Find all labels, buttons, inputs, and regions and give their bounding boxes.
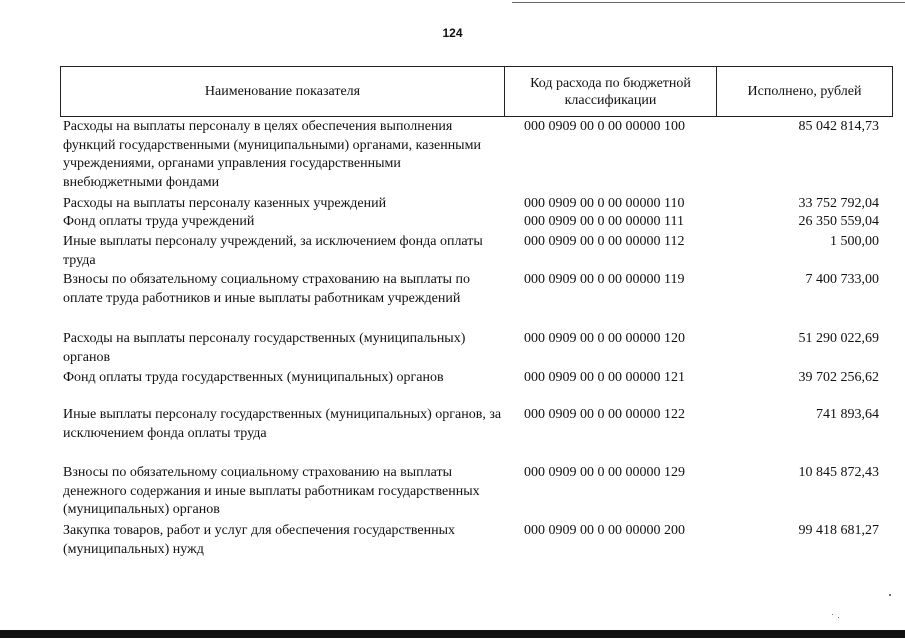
scan-speck: [889, 594, 891, 596]
row-name: Фонд оплаты труда учреждений: [63, 214, 255, 229]
row-amount: 51 290 022,69: [798, 331, 879, 346]
row-code: 000 0909 00 0 00 00000 122: [524, 407, 685, 422]
bottom-rule: [0, 630, 905, 638]
row-amount: 10 845 872,43: [798, 465, 879, 480]
row-name: Фонд оплаты труда государственных (муниципальных) органов: [63, 370, 444, 385]
row-code: 000 0909 00 0 00 00000 121: [524, 370, 685, 385]
row-code: 000 0909 00 0 00 00000 120: [524, 331, 685, 346]
row-code: 000 0909 00 0 00 00000 111: [524, 214, 684, 229]
row-code: 000 0909 00 0 00 00000 119: [524, 272, 685, 287]
row-code: 000 0909 00 0 00 00000 129: [524, 465, 685, 480]
row-amount: 33 752 792,04: [798, 196, 879, 211]
row-amount: 7 400 733,00: [805, 272, 879, 287]
row-name: Взносы по обязательному социальному страхованию на выплаты по оплате труда работников и иные выплаты работникам учреждений: [63, 272, 471, 306]
row-amount: 39 702 256,62: [798, 370, 879, 385]
row-name: Закупка товаров, работ и услуг для обеспечения государственных (муниципальных) нужд: [63, 523, 456, 557]
top-rule: [512, 2, 905, 3]
scan-speck: [838, 617, 839, 618]
header-name: Наименование показателя: [61, 67, 505, 116]
row-name: Расходы на выплаты персоналу казенных учреждений: [63, 196, 387, 211]
row-name: Иные выплаты персоналу государственных (муниципальных) органов, за исключением фонда оплаты труда: [63, 407, 502, 441]
row-code: 000 0909 00 0 00 00000 100: [524, 119, 685, 134]
row-amount: 1 500,00: [830, 234, 879, 249]
row-code: 000 0909 00 0 00 00000 110: [524, 196, 685, 211]
row-name: Расходы на выплаты персоналу в целях обеспечения выполнения функций государственными (муниципальными) органами, казенными учреждениями, органами управления государственными внебюджетными фондами: [63, 119, 481, 190]
row-name: Иные выплаты персоналу учреждений, за исключением фонда оплаты труда: [63, 234, 483, 268]
row-amount: 741 893,64: [816, 407, 879, 422]
row-amount: 85 042 814,73: [798, 119, 879, 134]
page-number: 124: [442, 26, 463, 40]
row-name: Расходы на выплаты персоналу государственных (муниципальных) органов: [63, 331, 466, 365]
row-amount: 26 350 559,04: [798, 214, 879, 229]
row-amount: 99 418 681,27: [798, 523, 879, 538]
row-code: 000 0909 00 0 00 00000 112: [524, 234, 685, 249]
header-code: Код расхода по бюджетной классификации: [505, 67, 717, 116]
row-code: 000 0909 00 0 00 00000 200: [524, 523, 685, 538]
header-executed: Исполнено, рублей: [747, 84, 862, 99]
scan-speck: [832, 614, 833, 615]
row-name: Взносы по обязательному социальному страхованию на выплаты денежного содержания и иные выплаты работникам государственных (муниципальных) органов: [63, 465, 480, 517]
table-header: [60, 66, 893, 117]
